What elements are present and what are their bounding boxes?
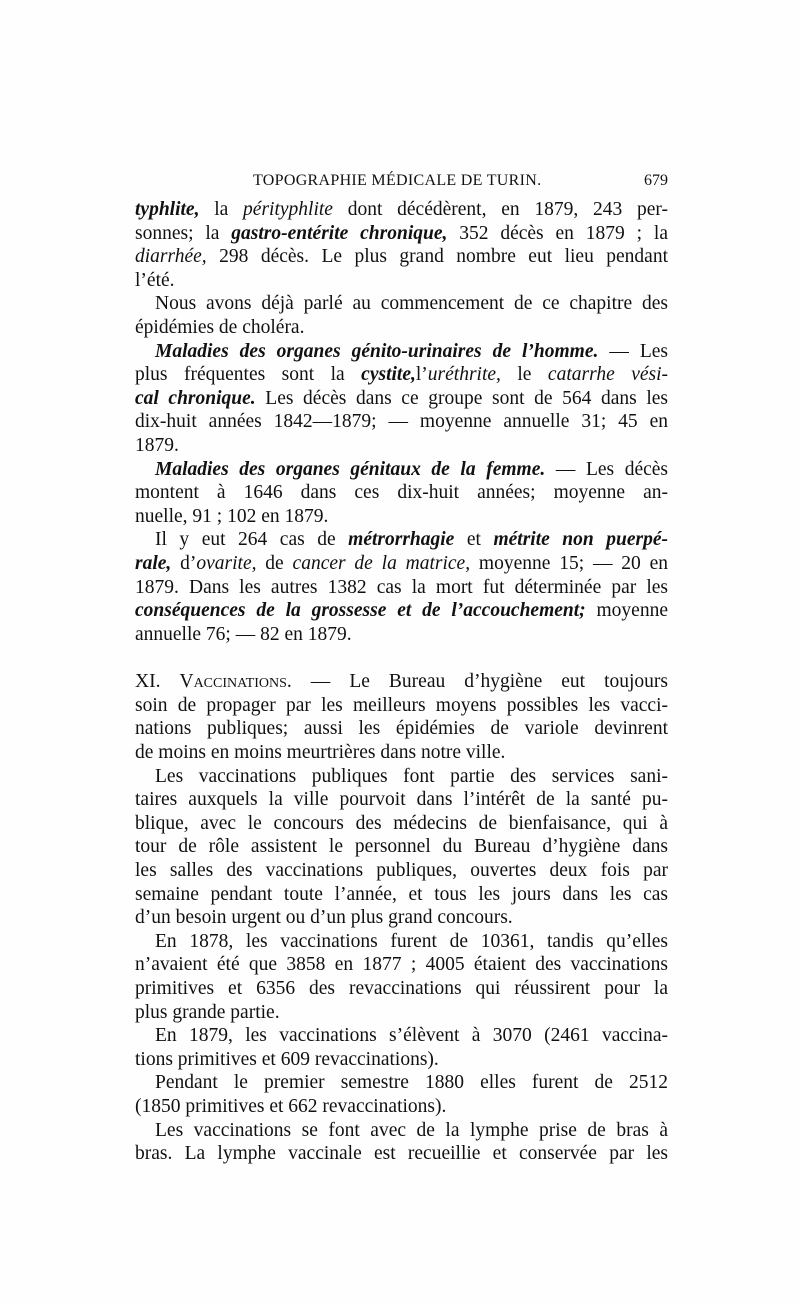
text-span: 1879. Dans les autres 1382 cas la mort fut déterminée par les	[135, 576, 668, 598]
text-span: de moins en moins meurtrières dans notre ville.	[135, 742, 506, 764]
emphasis-span: catarrhe vési-	[547, 364, 669, 386]
emphasis-span: uréthrite,	[427, 364, 501, 386]
text-line	[135, 458, 668, 482]
text-line	[135, 222, 668, 246]
body-text	[135, 198, 668, 1166]
text-line	[135, 953, 668, 977]
text-line	[135, 1001, 668, 1025]
text-line	[135, 741, 668, 765]
text-span: Pendant le premier semestre 1880 elles furent de 2512	[155, 1072, 668, 1094]
text-span: d’	[171, 552, 197, 574]
text-span: Il y eut 264 cas de	[155, 529, 349, 551]
text-line	[135, 245, 668, 269]
emphasis-span: rale,	[135, 552, 172, 574]
text-line	[135, 1119, 668, 1143]
text-line	[135, 906, 668, 930]
text-line	[135, 316, 668, 340]
text-span: de	[256, 552, 293, 574]
text-line	[135, 1142, 668, 1166]
emphasis-span: typhlite,	[135, 199, 200, 220]
text-span: — Les	[598, 340, 669, 362]
running-header	[135, 172, 668, 192]
text-span: d’un besoin urgent ou d’un plus grand concours.	[135, 907, 513, 929]
text-span: 298 décès. Le plus grand nombre eut lieu pendant	[206, 246, 668, 268]
text-line	[135, 576, 668, 600]
text-span: semaine pendant toute l’année, et tous les jours dans les cas	[135, 883, 668, 905]
text-span: En 1879, les vaccinations s’élèvent à 3070 (2461 vaccina-	[155, 1025, 668, 1047]
text-span: l’	[415, 364, 428, 386]
text-span: annuelle 76; — 82 en 1879.	[135, 623, 352, 645]
emphasis-span: diarrhée,	[135, 246, 207, 268]
text-line	[135, 1095, 668, 1119]
text-line	[135, 552, 668, 576]
text-line	[135, 1048, 668, 1072]
emphasis-span: Maladies des organes	[155, 340, 341, 362]
text-span: Les vaccinations publiques font partie des services sani-	[155, 765, 668, 787]
text-span: 352 décès en 1879 ; la	[447, 222, 668, 244]
emphasis-span: conséquences de la grossesse et de l’accouchement;	[135, 600, 586, 622]
emphasis-span: pérityphlite	[243, 199, 333, 220]
text-span: moyenne 15; — 20 en	[470, 552, 669, 574]
text-line	[135, 505, 668, 529]
text-span: nuelle, 91 ; 102 en 1879.	[135, 505, 329, 527]
text-line	[135, 694, 668, 718]
text-line	[135, 481, 668, 505]
text-span: plus grande partie.	[135, 1001, 280, 1023]
text-span: n’avaient été que 3858 en 1877 ; 4005 étaient des vaccinations	[135, 954, 668, 976]
emphasis-span: gastro-entérite chronique,	[231, 222, 448, 244]
text-line	[135, 1024, 668, 1048]
text-line	[135, 292, 668, 316]
text-span: épidémies de choléra.	[135, 316, 305, 338]
text-line	[135, 363, 668, 387]
emphasis-span: métrorrhagie	[348, 529, 455, 551]
text-span: Les décès dans ce groupe sont de 564 dans les	[255, 387, 668, 409]
text-line	[135, 788, 668, 812]
text-span: soin de propager par les meilleurs moyens possibles les vacci-	[135, 694, 668, 716]
text-line	[135, 670, 668, 694]
text-line	[135, 198, 668, 222]
text-line	[135, 269, 668, 293]
text-line	[135, 977, 668, 1001]
text-line	[135, 434, 668, 458]
running-title: TOPOGRAPHIE MÉDICALE DE TURIN.	[253, 172, 542, 189]
text-span: — Les décès	[545, 458, 669, 480]
text-span: taires auxquels la ville pourvoit dans l’intérêt de la santé pu-	[135, 789, 668, 811]
emphasis-span: ovarite,	[196, 552, 257, 574]
text-span: XI.	[135, 671, 180, 693]
text-line	[135, 859, 668, 883]
emphasis-span: cystite,	[361, 364, 416, 386]
text-span: l’été.	[135, 269, 175, 291]
text-line	[135, 835, 668, 859]
text-span: bras. La lymphe vaccinale est recueillie et conservée par les	[135, 1143, 668, 1165]
text-span: En 1878, les vaccinations furent de 10361, tandis qu’elles	[155, 930, 668, 952]
text-span: sonnes; la	[135, 222, 232, 244]
page-number: 679	[644, 172, 668, 189]
text-span: dix-huit années 1842—1879; — moyenne annuelle 31; 45 en	[135, 411, 668, 433]
text-line	[135, 930, 668, 954]
text-span: Les vaccinations se font avec de la lymphe prise de bras à	[155, 1119, 668, 1141]
text-line	[135, 812, 668, 836]
text-span: — Le Bureau d’hygiène eut toujours	[291, 671, 669, 693]
text-line	[135, 599, 668, 623]
text-line	[135, 528, 668, 552]
text-span: la	[199, 199, 244, 220]
text-line	[135, 883, 668, 907]
emphasis-span: génito-urinaires de l’homme.	[351, 340, 599, 362]
emphasis-span: métrite non puerpé-	[493, 529, 669, 551]
text-line	[135, 623, 668, 647]
emphasis-span: cal chronique.	[135, 387, 256, 409]
text-span: tour de rôle assistent le personnel du Bureau d’hygiène dans	[135, 836, 668, 858]
text-line	[135, 340, 668, 364]
emphasis-span: Vaccinations.	[179, 671, 292, 693]
text-span: montent à 1646 dans ces dix-huit années; moyenne an-	[135, 482, 668, 504]
text-span: (1850 primitives et 662 revaccinations).	[135, 1095, 447, 1117]
text-span: moyenne	[585, 600, 668, 622]
text-line	[135, 1071, 668, 1095]
text-span: plus fréquentes sont la	[135, 364, 362, 386]
text-line	[135, 387, 668, 411]
text-span: tions primitives et 609 revaccinations).	[135, 1048, 439, 1070]
text-span: les salles des vaccinations publiques, ouvertes deux fois par	[135, 860, 668, 882]
text-span: et	[454, 529, 494, 551]
text-span	[341, 341, 352, 362]
text-line	[135, 765, 668, 789]
text-span: le	[500, 364, 548, 386]
emphasis-span: Maladies des organes génitaux de la femme.	[155, 458, 546, 480]
text-span: Nous avons déjà parlé au commencement de ce chapitre des	[155, 293, 668, 315]
text-line	[135, 717, 668, 741]
text-span: nations publiques; aussi les épidémies de variole devinrent	[135, 718, 668, 740]
text-span: primitives et 6356 des revaccinations qui réussirent pour la	[135, 978, 668, 999]
text-span: 1879.	[135, 434, 179, 456]
text-span: dont décédèrent, en 1879, 243 per-	[332, 199, 668, 220]
section-gap	[135, 646, 668, 670]
emphasis-span: cancer de la matrice,	[292, 552, 471, 574]
text-line	[135, 410, 668, 434]
text-span: blique, avec le concours des médecins de bienfaisance, qui à	[135, 812, 668, 834]
